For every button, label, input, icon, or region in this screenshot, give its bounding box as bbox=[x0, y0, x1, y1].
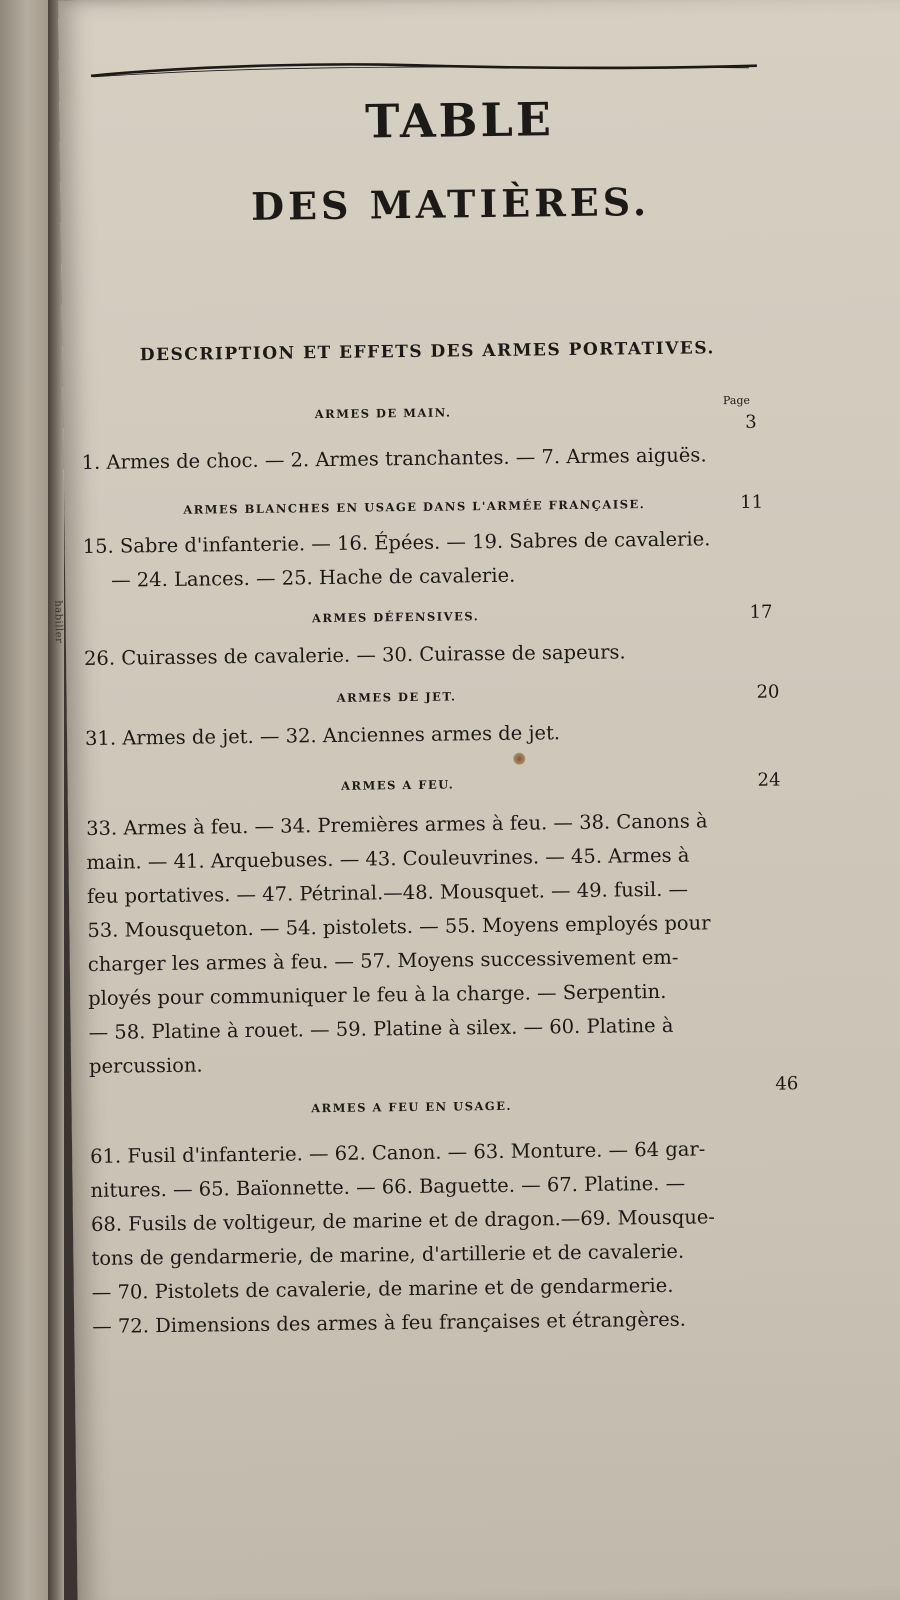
entry-line: main. — 41. Arquebuses. — 43. Couleuvrines. — 45. Armes à bbox=[86, 843, 690, 874]
entry-line: percussion. bbox=[88, 1053, 203, 1078]
marginal-note: habiller bbox=[52, 600, 64, 644]
page-subtitle: DES MATIÈRES. bbox=[250, 179, 651, 229]
page-number: 46 bbox=[775, 1073, 799, 1095]
toc-entry bbox=[86, 803, 789, 1084]
entry-line: 26. Cuirasses de cavalerie. — 30. Cuirasse de sapeurs. bbox=[83, 640, 626, 670]
page-number: 11 bbox=[740, 491, 764, 513]
subsection-heading: ARMES A FEU EN USAGE. bbox=[311, 1098, 513, 1116]
entry-line: — 70. Pistolets de cavalerie, de marine et de gendarmerie. bbox=[91, 1273, 674, 1304]
entry-line: feu portatives. — 47. Pétrinal.—48. Mousquet. — 49. fusil. — bbox=[86, 877, 689, 908]
entry-line: 1. Armes de choc. — 2. Armes tranchantes. — 7. Armes aiguës. bbox=[81, 443, 707, 474]
entry-line: 68. Fusils de voltigeur, de marine et de dragon.—69. Mousque- bbox=[90, 1205, 716, 1236]
entry-line: 61. Fusil d'infanterie. — 62. Canon. — 63. Monture. — 64 gar- bbox=[90, 1137, 706, 1168]
entry-line: nitures. — 65. Baïonnette. — 66. Baguette. — 67. Platine. — bbox=[90, 1171, 686, 1202]
page-number: 17 bbox=[749, 601, 773, 623]
subsection-heading: ARMES BLANCHES EN USAGE DANS L'ARMÉE FRANÇAISE. bbox=[183, 497, 646, 517]
subsection-heading: ARMES A FEU. bbox=[341, 777, 455, 793]
page-column-label: Page bbox=[722, 393, 751, 408]
entry-line: ployés pour communiquer le feu à la charge. — Serpentin. bbox=[88, 979, 667, 1010]
page-number: 24 bbox=[757, 769, 781, 791]
subsection-heading: ARMES DE JET. bbox=[336, 689, 457, 705]
page-number: 3 bbox=[745, 411, 757, 433]
ink-stain bbox=[513, 753, 525, 765]
page-number: 20 bbox=[756, 681, 780, 703]
toc-entry bbox=[83, 521, 784, 598]
toc-page bbox=[52, 0, 900, 1600]
entry-line: 15. Sabre d'infanterie. — 16. Épées. — 19. Sabres de cavalerie. bbox=[82, 527, 711, 558]
subsection-heading: ARMES DE MAIN. bbox=[314, 405, 452, 422]
entry-line: — 58. Platine à rouet. — 59. Platine à silex. — 60. Platine à bbox=[88, 1013, 674, 1044]
subsection-heading: ARMES DÉFENSIVES. bbox=[311, 609, 480, 626]
toc-entry bbox=[81, 437, 781, 480]
section-heading: DESCRIPTION ET EFFETS DES ARMES PORTATIVES. bbox=[139, 338, 716, 366]
entry-line: 31. Armes de jet. — 32. Anciennes armes de jet. bbox=[84, 721, 561, 750]
entry-line: 53. Mousqueton. — 54. pistolets. — 55. Moyens employés pour bbox=[87, 911, 711, 942]
toc-entry bbox=[85, 713, 785, 756]
entry-line: — 72. Dimensions des armes à feu françaises et étrangères. bbox=[92, 1307, 687, 1338]
page-title: TABLE bbox=[364, 92, 555, 149]
toc-entry bbox=[90, 1131, 792, 1344]
entry-line: 33. Armes à feu. — 34. Premières armes à feu. — 38. Canons à bbox=[86, 809, 708, 840]
entry-line: tons de gendarmerie, de marine, d'artillerie et de cavalerie. bbox=[91, 1239, 685, 1270]
entry-line: — 24. Lances. — 25. Hache de cavalerie. bbox=[110, 563, 516, 592]
entry-line: charger les armes à feu. — 57. Moyens successivement em- bbox=[87, 945, 679, 976]
toc-entry bbox=[84, 633, 784, 676]
ornamental-rule bbox=[89, 56, 759, 80]
